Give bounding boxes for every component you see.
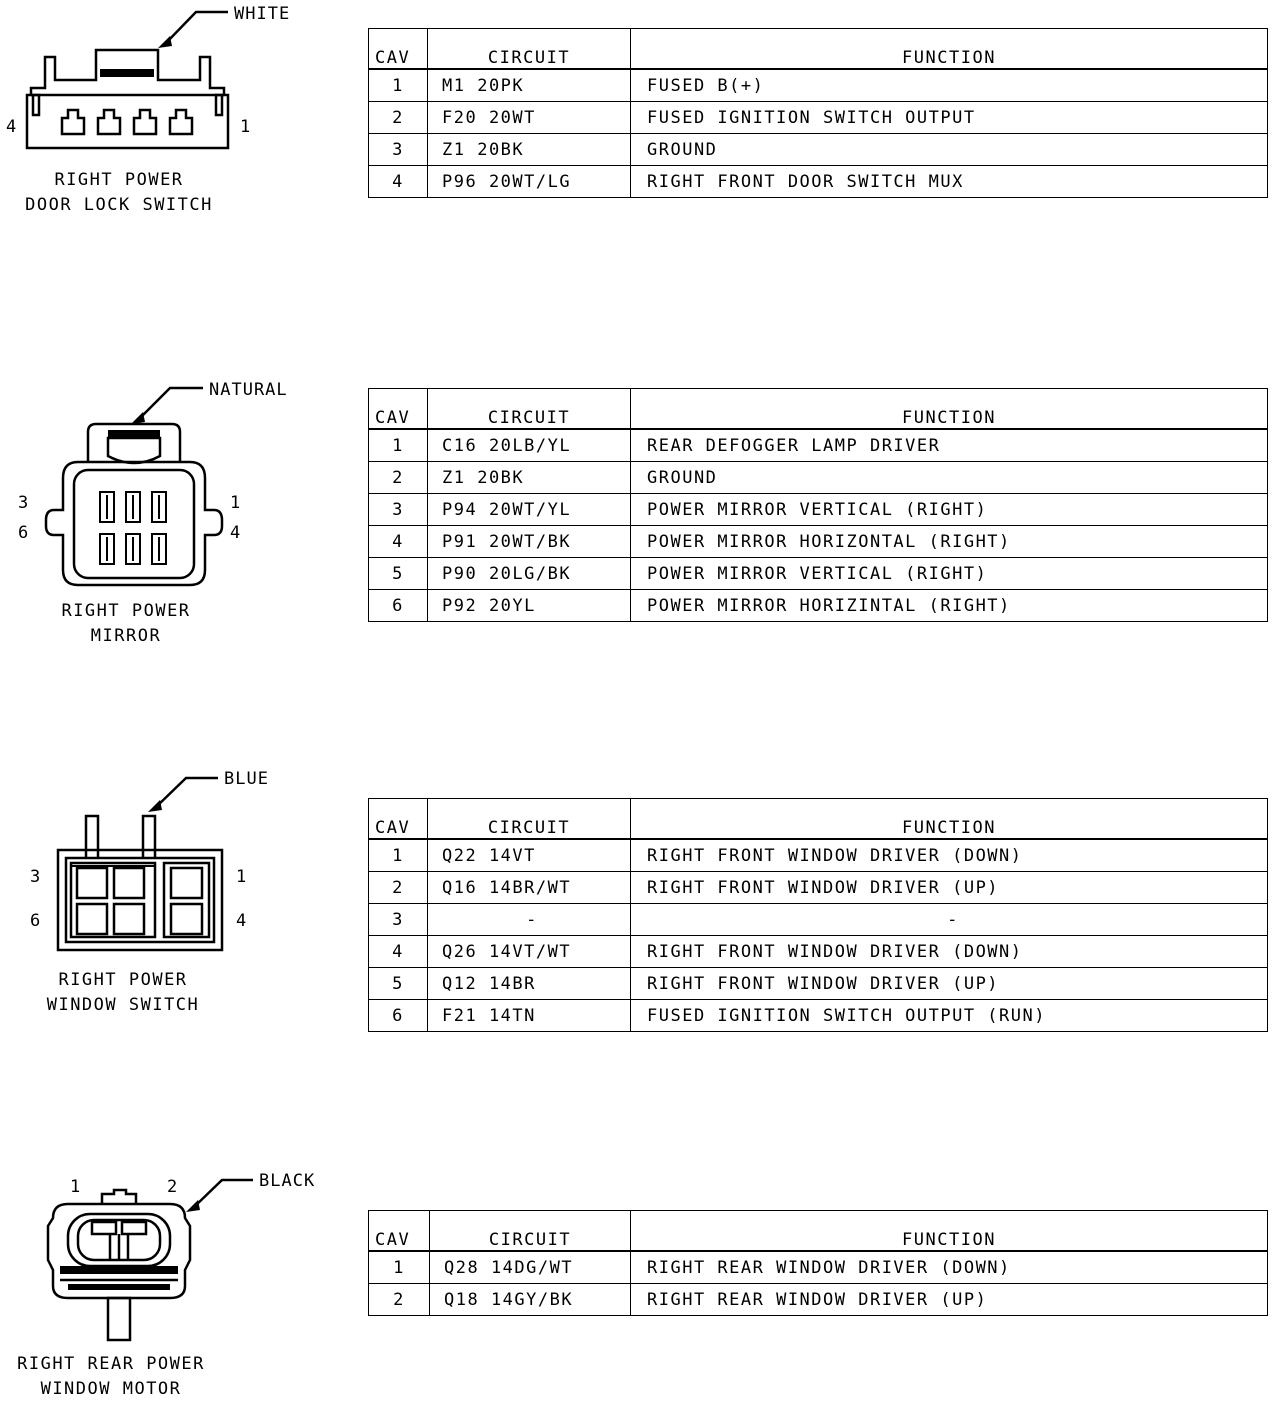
table-row bbox=[369, 936, 1268, 968]
caption-line-1: RIGHT REAR POWER bbox=[17, 1354, 205, 1374]
header-circuit: CIRCUIT bbox=[428, 29, 631, 70]
header-function: FUNCTION bbox=[631, 799, 1268, 840]
cell-cav: 5 bbox=[369, 558, 428, 590]
caption-line-2: MIRROR bbox=[90, 626, 162, 646]
pin-label-3: 3 bbox=[18, 493, 30, 513]
pin-label-6: 6 bbox=[30, 911, 42, 931]
pinout-table-mirror bbox=[368, 388, 1268, 622]
table-row bbox=[369, 462, 1268, 494]
header-circuit: CIRCUIT bbox=[430, 1211, 631, 1252]
table-row bbox=[369, 872, 1268, 904]
connector-window-switch bbox=[0, 760, 1280, 1040]
connector-rear-window-motor bbox=[0, 1160, 1280, 1400]
connector-color-label: BLUE bbox=[224, 769, 269, 789]
cell-function: RIGHT REAR WINDOW DRIVER (UP) bbox=[631, 1284, 1268, 1316]
cell-cav: 4 bbox=[369, 166, 428, 198]
cell-function: GROUND bbox=[631, 134, 1268, 166]
cell-circuit: - bbox=[428, 904, 631, 936]
header-cav: CAV bbox=[369, 799, 428, 840]
table-row bbox=[369, 494, 1268, 526]
pin-label-4: 4 bbox=[236, 911, 248, 931]
connector-power-mirror bbox=[0, 370, 1280, 660]
cell-function: POWER MIRROR HORIZONTAL (RIGHT) bbox=[631, 526, 1268, 558]
cell-circuit: Q12 14BR bbox=[428, 968, 631, 1000]
cell-circuit: P90 20LG/BK bbox=[428, 558, 631, 590]
header-function: FUNCTION bbox=[631, 29, 1268, 70]
table-row bbox=[369, 904, 1268, 936]
pin-label-4: 4 bbox=[230, 523, 242, 543]
cell-function: REAR DEFOGGER LAMP DRIVER bbox=[631, 429, 1268, 462]
connector-caption bbox=[0, 168, 238, 218]
table-row bbox=[369, 526, 1268, 558]
cell-cav: 1 bbox=[369, 1251, 430, 1284]
cell-cav: 6 bbox=[369, 590, 428, 622]
cell-cav: 1 bbox=[369, 429, 428, 462]
cell-circuit: Z1 20BK bbox=[428, 134, 631, 166]
cell-circuit: P92 20YL bbox=[428, 590, 631, 622]
cell-function: RIGHT FRONT DOOR SWITCH MUX bbox=[631, 166, 1268, 198]
pin-label-6: 6 bbox=[18, 523, 30, 543]
cell-circuit: Q28 14DG/WT bbox=[430, 1251, 631, 1284]
cell-cav: 6 bbox=[369, 1000, 428, 1032]
caption-line-2: WINDOW MOTOR bbox=[40, 1379, 182, 1399]
pin-label-1: 1 bbox=[230, 493, 242, 513]
header-cav: CAV bbox=[369, 29, 428, 70]
cell-circuit: P94 20WT/YL bbox=[428, 494, 631, 526]
table-row bbox=[369, 839, 1268, 872]
cell-function: FUSED IGNITION SWITCH OUTPUT bbox=[631, 102, 1268, 134]
connector-caption bbox=[0, 968, 246, 1018]
cell-function: FUSED IGNITION SWITCH OUTPUT (RUN) bbox=[631, 1000, 1268, 1032]
connector-caption bbox=[0, 1352, 222, 1402]
connector-door-lock-switch bbox=[0, 0, 1280, 260]
table-row bbox=[369, 558, 1268, 590]
connector-color-label: BLACK bbox=[259, 1171, 316, 1191]
connector-color-label: NATURAL bbox=[209, 380, 288, 400]
cell-circuit: C16 20LB/YL bbox=[428, 429, 631, 462]
header-circuit: CIRCUIT bbox=[428, 389, 631, 430]
cell-cav: 2 bbox=[369, 872, 428, 904]
table-header-row bbox=[369, 389, 1268, 430]
cell-cav: 3 bbox=[369, 904, 428, 936]
cell-cav: 2 bbox=[369, 1284, 430, 1316]
table-row bbox=[369, 166, 1268, 198]
table-row bbox=[369, 429, 1268, 462]
cell-function: RIGHT REAR WINDOW DRIVER (DOWN) bbox=[631, 1251, 1268, 1284]
table-row bbox=[369, 134, 1268, 166]
pinout-table-window-motor bbox=[368, 1210, 1268, 1316]
cell-function: RIGHT FRONT WINDOW DRIVER (DOWN) bbox=[631, 839, 1268, 872]
pin-label-2: 2 bbox=[167, 1177, 179, 1197]
cell-function: POWER MIRROR VERTICAL (RIGHT) bbox=[631, 558, 1268, 590]
cell-function: POWER MIRROR HORIZINTAL (RIGHT) bbox=[631, 590, 1268, 622]
cell-cav: 3 bbox=[369, 494, 428, 526]
cell-function: - bbox=[631, 904, 1268, 936]
caption-line-1: RIGHT POWER bbox=[54, 170, 184, 190]
pin-label-3: 3 bbox=[30, 867, 42, 887]
caption-line-1: RIGHT POWER bbox=[58, 970, 188, 990]
cell-circuit: P91 20WT/BK bbox=[428, 526, 631, 558]
cell-cav: 5 bbox=[369, 968, 428, 1000]
cell-circuit: Q18 14GY/BK bbox=[430, 1284, 631, 1316]
pin-label-4: 4 bbox=[6, 117, 18, 137]
cell-cav: 2 bbox=[369, 102, 428, 134]
header-function: FUNCTION bbox=[631, 389, 1268, 430]
cell-circuit: M1 20PK bbox=[428, 69, 631, 102]
table-header-row bbox=[369, 1211, 1268, 1252]
cell-cav: 4 bbox=[369, 526, 428, 558]
cell-circuit: Z1 20BK bbox=[428, 462, 631, 494]
table-header-row bbox=[369, 799, 1268, 840]
table-row bbox=[369, 968, 1268, 1000]
table-header-row bbox=[369, 29, 1268, 70]
cell-circuit: F20 20WT bbox=[428, 102, 631, 134]
pin-label-1: 1 bbox=[70, 1177, 82, 1197]
cell-cav: 4 bbox=[369, 936, 428, 968]
header-circuit: CIRCUIT bbox=[428, 799, 631, 840]
connector-color-label: WHITE bbox=[234, 4, 291, 24]
cell-circuit: Q22 14VT bbox=[428, 839, 631, 872]
pin-label-1: 1 bbox=[240, 117, 252, 137]
cell-circuit: F21 14TN bbox=[428, 1000, 631, 1032]
cell-function: FUSED B(+) bbox=[631, 69, 1268, 102]
cell-function: RIGHT FRONT WINDOW DRIVER (UP) bbox=[631, 968, 1268, 1000]
cell-circuit: P96 20WT/LG bbox=[428, 166, 631, 198]
cell-cav: 1 bbox=[369, 69, 428, 102]
connector-diagram-window-motor bbox=[0, 1160, 340, 1360]
caption-line-2: DOOR LOCK SWITCH bbox=[25, 195, 213, 215]
table-row bbox=[369, 1284, 1268, 1316]
table-row bbox=[369, 1000, 1268, 1032]
cell-circuit: Q16 14BR/WT bbox=[428, 872, 631, 904]
pinout-table-door-lock bbox=[368, 28, 1268, 198]
caption-line-2: WINDOW SWITCH bbox=[46, 995, 200, 1015]
cell-circuit: Q26 14VT/WT bbox=[428, 936, 631, 968]
cell-cav: 1 bbox=[369, 839, 428, 872]
caption-line-1: RIGHT POWER bbox=[61, 601, 191, 621]
pin-label-1: 1 bbox=[236, 867, 248, 887]
cell-function: POWER MIRROR VERTICAL (RIGHT) bbox=[631, 494, 1268, 526]
table-row bbox=[369, 590, 1268, 622]
header-cav: CAV bbox=[369, 389, 428, 430]
pinout-table-window-switch bbox=[368, 798, 1268, 1032]
table-row bbox=[369, 102, 1268, 134]
cell-function: RIGHT FRONT WINDOW DRIVER (DOWN) bbox=[631, 936, 1268, 968]
table-row bbox=[369, 69, 1268, 102]
header-cav: CAV bbox=[369, 1211, 430, 1252]
cell-cav: 2 bbox=[369, 462, 428, 494]
cell-function: RIGHT FRONT WINDOW DRIVER (UP) bbox=[631, 872, 1268, 904]
table-row bbox=[369, 1251, 1268, 1284]
cell-cav: 3 bbox=[369, 134, 428, 166]
header-function: FUNCTION bbox=[631, 1211, 1268, 1252]
cell-function: GROUND bbox=[631, 462, 1268, 494]
connector-caption bbox=[0, 599, 252, 649]
